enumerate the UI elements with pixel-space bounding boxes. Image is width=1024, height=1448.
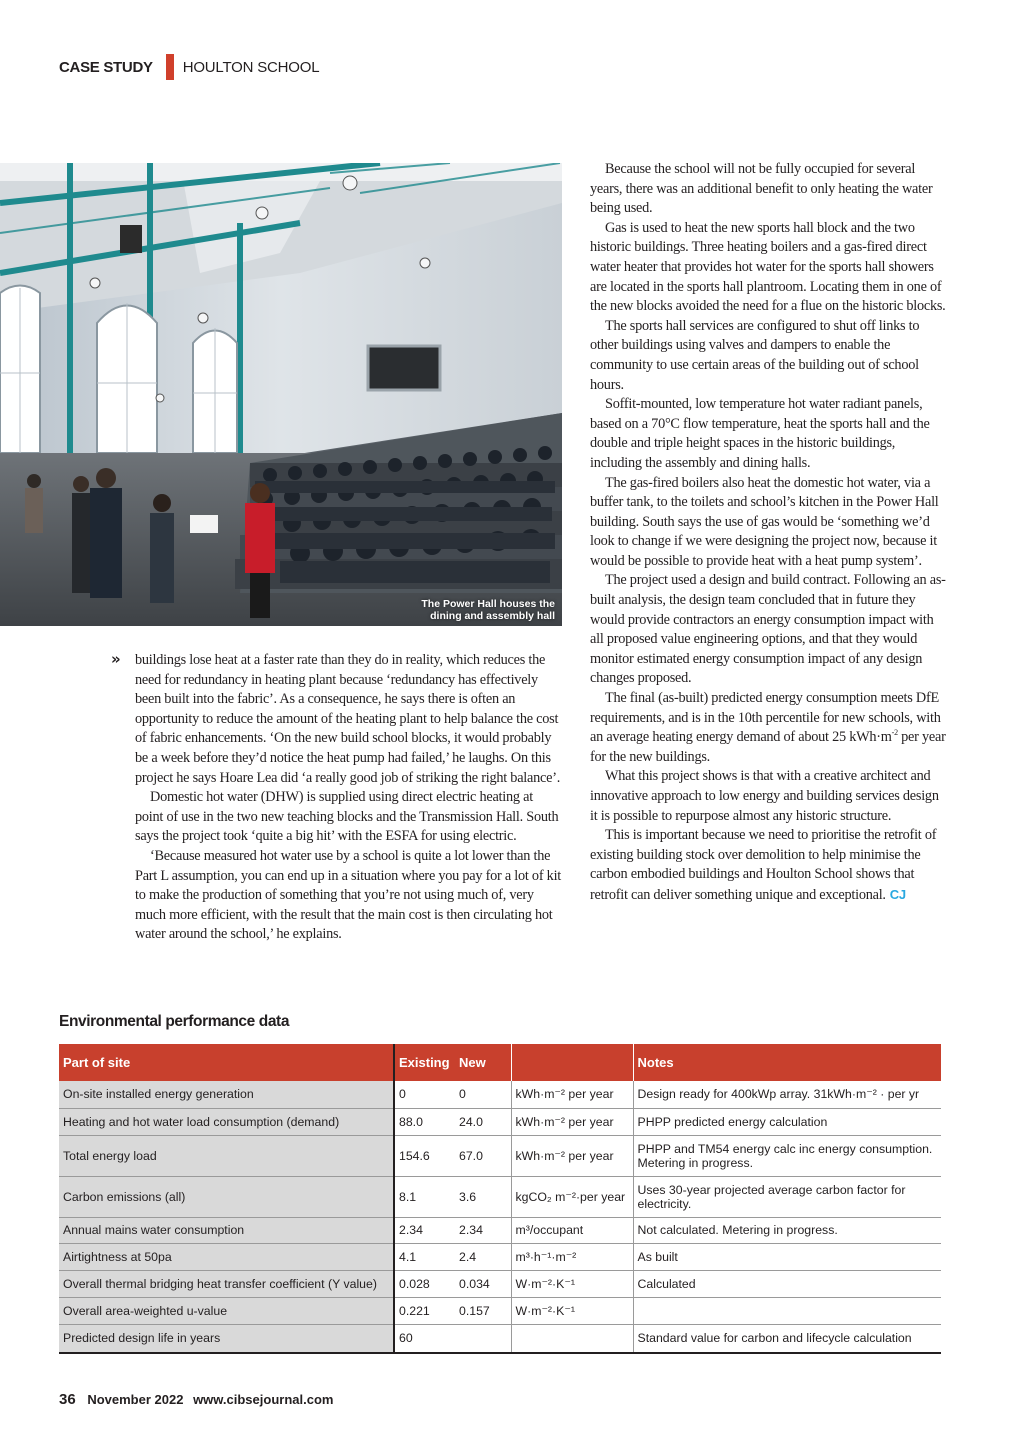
header-part: Part of site bbox=[59, 1044, 394, 1081]
cell-part: Airtightness at 50pa bbox=[59, 1243, 394, 1270]
cell-new: 24.0 bbox=[455, 1108, 511, 1135]
cell-existing: 2.34 bbox=[394, 1217, 455, 1243]
table-row bbox=[59, 1217, 941, 1243]
cell-notes: Design ready for 400kWp array. 31kWh·m⁻² · per yr bbox=[633, 1081, 941, 1108]
table-row bbox=[59, 1135, 941, 1176]
cell-unit: kWh·m⁻² per year bbox=[511, 1108, 633, 1135]
paragraph: Gas is used to heat the new sports hall block and the two historic buildings. Three heating boilers and a gas-fired direct water heater that provides hot water for the sports hall showers are located in the sports hall plantroom. Locating them in one of the new blocks avoided the need for a flue on the historic blocks. bbox=[590, 219, 946, 315]
paragraph: ‘Because measured hot water use by a school is quite a lot lower than the Part L assumption, you can end up in a situation where you pay for a lot of kit to make the production of something that you’re not using much of, very much more efficient, with the result that the main cost is then circulating hot water around the school,’ he explains. bbox=[135, 847, 562, 943]
paragraph: Because the school will not be fully occupied for several years, there was an additional benefit to only heating the water being used. bbox=[590, 161, 933, 217]
cell-unit bbox=[511, 1324, 633, 1353]
issue-date: November 2022 bbox=[87, 1392, 184, 1407]
cell-new: 67.0 bbox=[455, 1135, 511, 1176]
cell-notes: Not calculated. Metering in progress. bbox=[633, 1217, 941, 1243]
cell-notes: As built bbox=[633, 1243, 941, 1270]
end-mark: CJ bbox=[889, 886, 906, 902]
header-new: New bbox=[455, 1044, 511, 1081]
table-title: Environmental performance data bbox=[59, 1013, 290, 1030]
header-existing: Existing bbox=[394, 1044, 455, 1081]
section-label: CASE STUDY bbox=[59, 58, 153, 76]
cell-notes: PHPP predicted energy calculation bbox=[633, 1108, 941, 1135]
cell-part: Overall thermal bridging heat transfer coefficient (Y value) bbox=[59, 1270, 394, 1297]
paragraph: The project used a design and build contract. Following an as-built analysis, the design team concluded that in future they would provide contractors an energy consumption impact with all proposed value engineering options, and that they would monitor estimated energy consumption impact of any design changes proposed. bbox=[590, 572, 946, 687]
header-divider bbox=[166, 54, 174, 80]
cell-unit: kWh·m⁻² per year bbox=[511, 1081, 633, 1108]
cell-existing: 154.6 bbox=[394, 1135, 455, 1176]
cell-part: Overall area-weighted u-value bbox=[59, 1297, 394, 1324]
paragraph: The sports hall services are configured to shut off links to other buildings using valves and dampers to enable the community to use certain areas of the building out of school hours. bbox=[590, 317, 920, 393]
cell-unit: m³/occupant bbox=[511, 1217, 633, 1243]
running-header bbox=[59, 54, 319, 80]
photo-illustration bbox=[0, 163, 562, 626]
cell-unit: kWh·m⁻² per year bbox=[511, 1135, 633, 1176]
page-footer bbox=[59, 1391, 333, 1408]
cell-new: 0 bbox=[455, 1081, 511, 1108]
paragraph bbox=[590, 826, 946, 905]
cell-notes: Uses 30-year projected average carbon factor for electricity. bbox=[633, 1176, 941, 1217]
paragraph: Domestic hot water (DHW) is supplied using direct electric heating at point of use in the two new teaching blocks and the Transmission Hall. South says the project took ‘quite a big hit’ with the ESFA for using electric. bbox=[135, 789, 559, 845]
cell-new bbox=[455, 1324, 511, 1353]
cell-part: Carbon emissions (all) bbox=[59, 1176, 394, 1217]
table-header-row bbox=[59, 1044, 941, 1081]
cell-unit: W·m⁻²·K⁻¹ bbox=[511, 1270, 633, 1297]
cell-new: 2.34 bbox=[455, 1217, 511, 1243]
header-notes: Notes bbox=[633, 1044, 941, 1081]
topic-label: HOULTON SCHOOL bbox=[182, 58, 320, 76]
cell-unit: kgCO₂ m⁻²·per year bbox=[511, 1176, 633, 1217]
assembly-hall-photo bbox=[0, 163, 562, 626]
cell-notes bbox=[633, 1297, 941, 1324]
environmental-performance-table bbox=[59, 1044, 941, 1354]
table-row bbox=[59, 1324, 941, 1353]
cell-new: 2.4 bbox=[455, 1243, 511, 1270]
article-right-column bbox=[590, 160, 946, 906]
header-unit bbox=[511, 1044, 633, 1081]
paragraph-text: per year for the new buildings. bbox=[590, 729, 946, 765]
cell-existing: 0.221 bbox=[394, 1297, 455, 1324]
continuation-chevron-icon: » bbox=[111, 650, 121, 668]
article-left-column bbox=[135, 651, 563, 945]
cell-new: 3.6 bbox=[455, 1176, 511, 1217]
table-row bbox=[59, 1081, 941, 1108]
cell-existing: 0.028 bbox=[394, 1270, 455, 1297]
table-row bbox=[59, 1176, 941, 1217]
cell-existing: 8.1 bbox=[394, 1176, 455, 1217]
table-row bbox=[59, 1297, 941, 1324]
cell-part: Total energy load bbox=[59, 1135, 394, 1176]
photo-caption: The Power Hall houses the dining and assembly hall bbox=[421, 598, 555, 622]
cell-new: 0.157 bbox=[455, 1297, 511, 1324]
paragraph bbox=[590, 689, 946, 767]
cell-part: On-site installed energy generation bbox=[59, 1081, 394, 1108]
paragraph-text: The final (as-built) predicted energy consumption meets DfE requirements, and is in the 10th percentile for new schools, with an average heating energy demand of about 25 kWh·m bbox=[590, 690, 941, 746]
cell-notes: Standard value for carbon and lifecycle calculation bbox=[633, 1324, 941, 1353]
cell-notes: PHPP and TM54 energy calc inc energy consumption. Metering in progress. bbox=[633, 1135, 941, 1176]
cell-existing: 60 bbox=[394, 1324, 455, 1353]
cell-new: 0.034 bbox=[455, 1270, 511, 1297]
paragraph: The gas-fired boilers also heat the domestic hot water, via a buffer tank, to the toilets and school’s kitchen in the Power Hall building. South says the use of gas would be ‘something we’d look to change if we were designing the project now, because it would be possible to provide heat with a heat pump system’. bbox=[590, 474, 939, 569]
exponent: -2 bbox=[891, 728, 898, 738]
page-number: 36 bbox=[59, 1391, 76, 1408]
website: www.cibsejournal.com bbox=[193, 1392, 334, 1407]
paragraph: What this project shows is that with a creative architect and innovative approach to low energy and building services design it is possible to repurpose almost any historic structure. bbox=[590, 768, 939, 824]
cell-part: Annual mains water consumption bbox=[59, 1217, 394, 1243]
table-row bbox=[59, 1270, 941, 1297]
table-row bbox=[59, 1108, 941, 1135]
table-row bbox=[59, 1243, 941, 1270]
paragraph-text: This is important because we need to prioritise the retrofit of existing building stock over demolition to help minimise the carbon embodied buildings and Houlton School shows that retrofit can deliver something unique and exceptional. bbox=[590, 827, 937, 903]
cell-existing: 4.1 bbox=[394, 1243, 455, 1270]
paragraph: buildings lose heat at a faster rate than they do in reality, which reduces the need for redundancy in heating plant because ‘redundancy has effectively been built into the fabric’. As a consequence, he says there is often an opportunity to reduce the amount of the heating plant to help balance the cost of fabric enhancements. ‘On the new build school blocks, it would probably be a week before they’d notice the heat pump had failed,’ he laughs. On this project he says Hoare Lea did ‘a really good job of striking the right balance’. bbox=[135, 652, 561, 786]
cell-existing: 88.0 bbox=[394, 1108, 455, 1135]
cell-existing: 0 bbox=[394, 1081, 455, 1108]
cell-unit: W·m⁻²·K⁻¹ bbox=[511, 1297, 633, 1324]
cell-notes: Calculated bbox=[633, 1270, 941, 1297]
cell-part: Heating and hot water load consumption (demand) bbox=[59, 1108, 394, 1135]
cell-part: Predicted design life in years bbox=[59, 1324, 394, 1353]
cell-unit: m³·h⁻¹·m⁻² bbox=[511, 1243, 633, 1270]
paragraph: Soffit-mounted, low temperature hot water radiant panels, based on a 70°C flow temperature, heat the sports hall and the double and triple height spaces in the historic buildings, including the assembly and dining halls. bbox=[590, 396, 930, 471]
